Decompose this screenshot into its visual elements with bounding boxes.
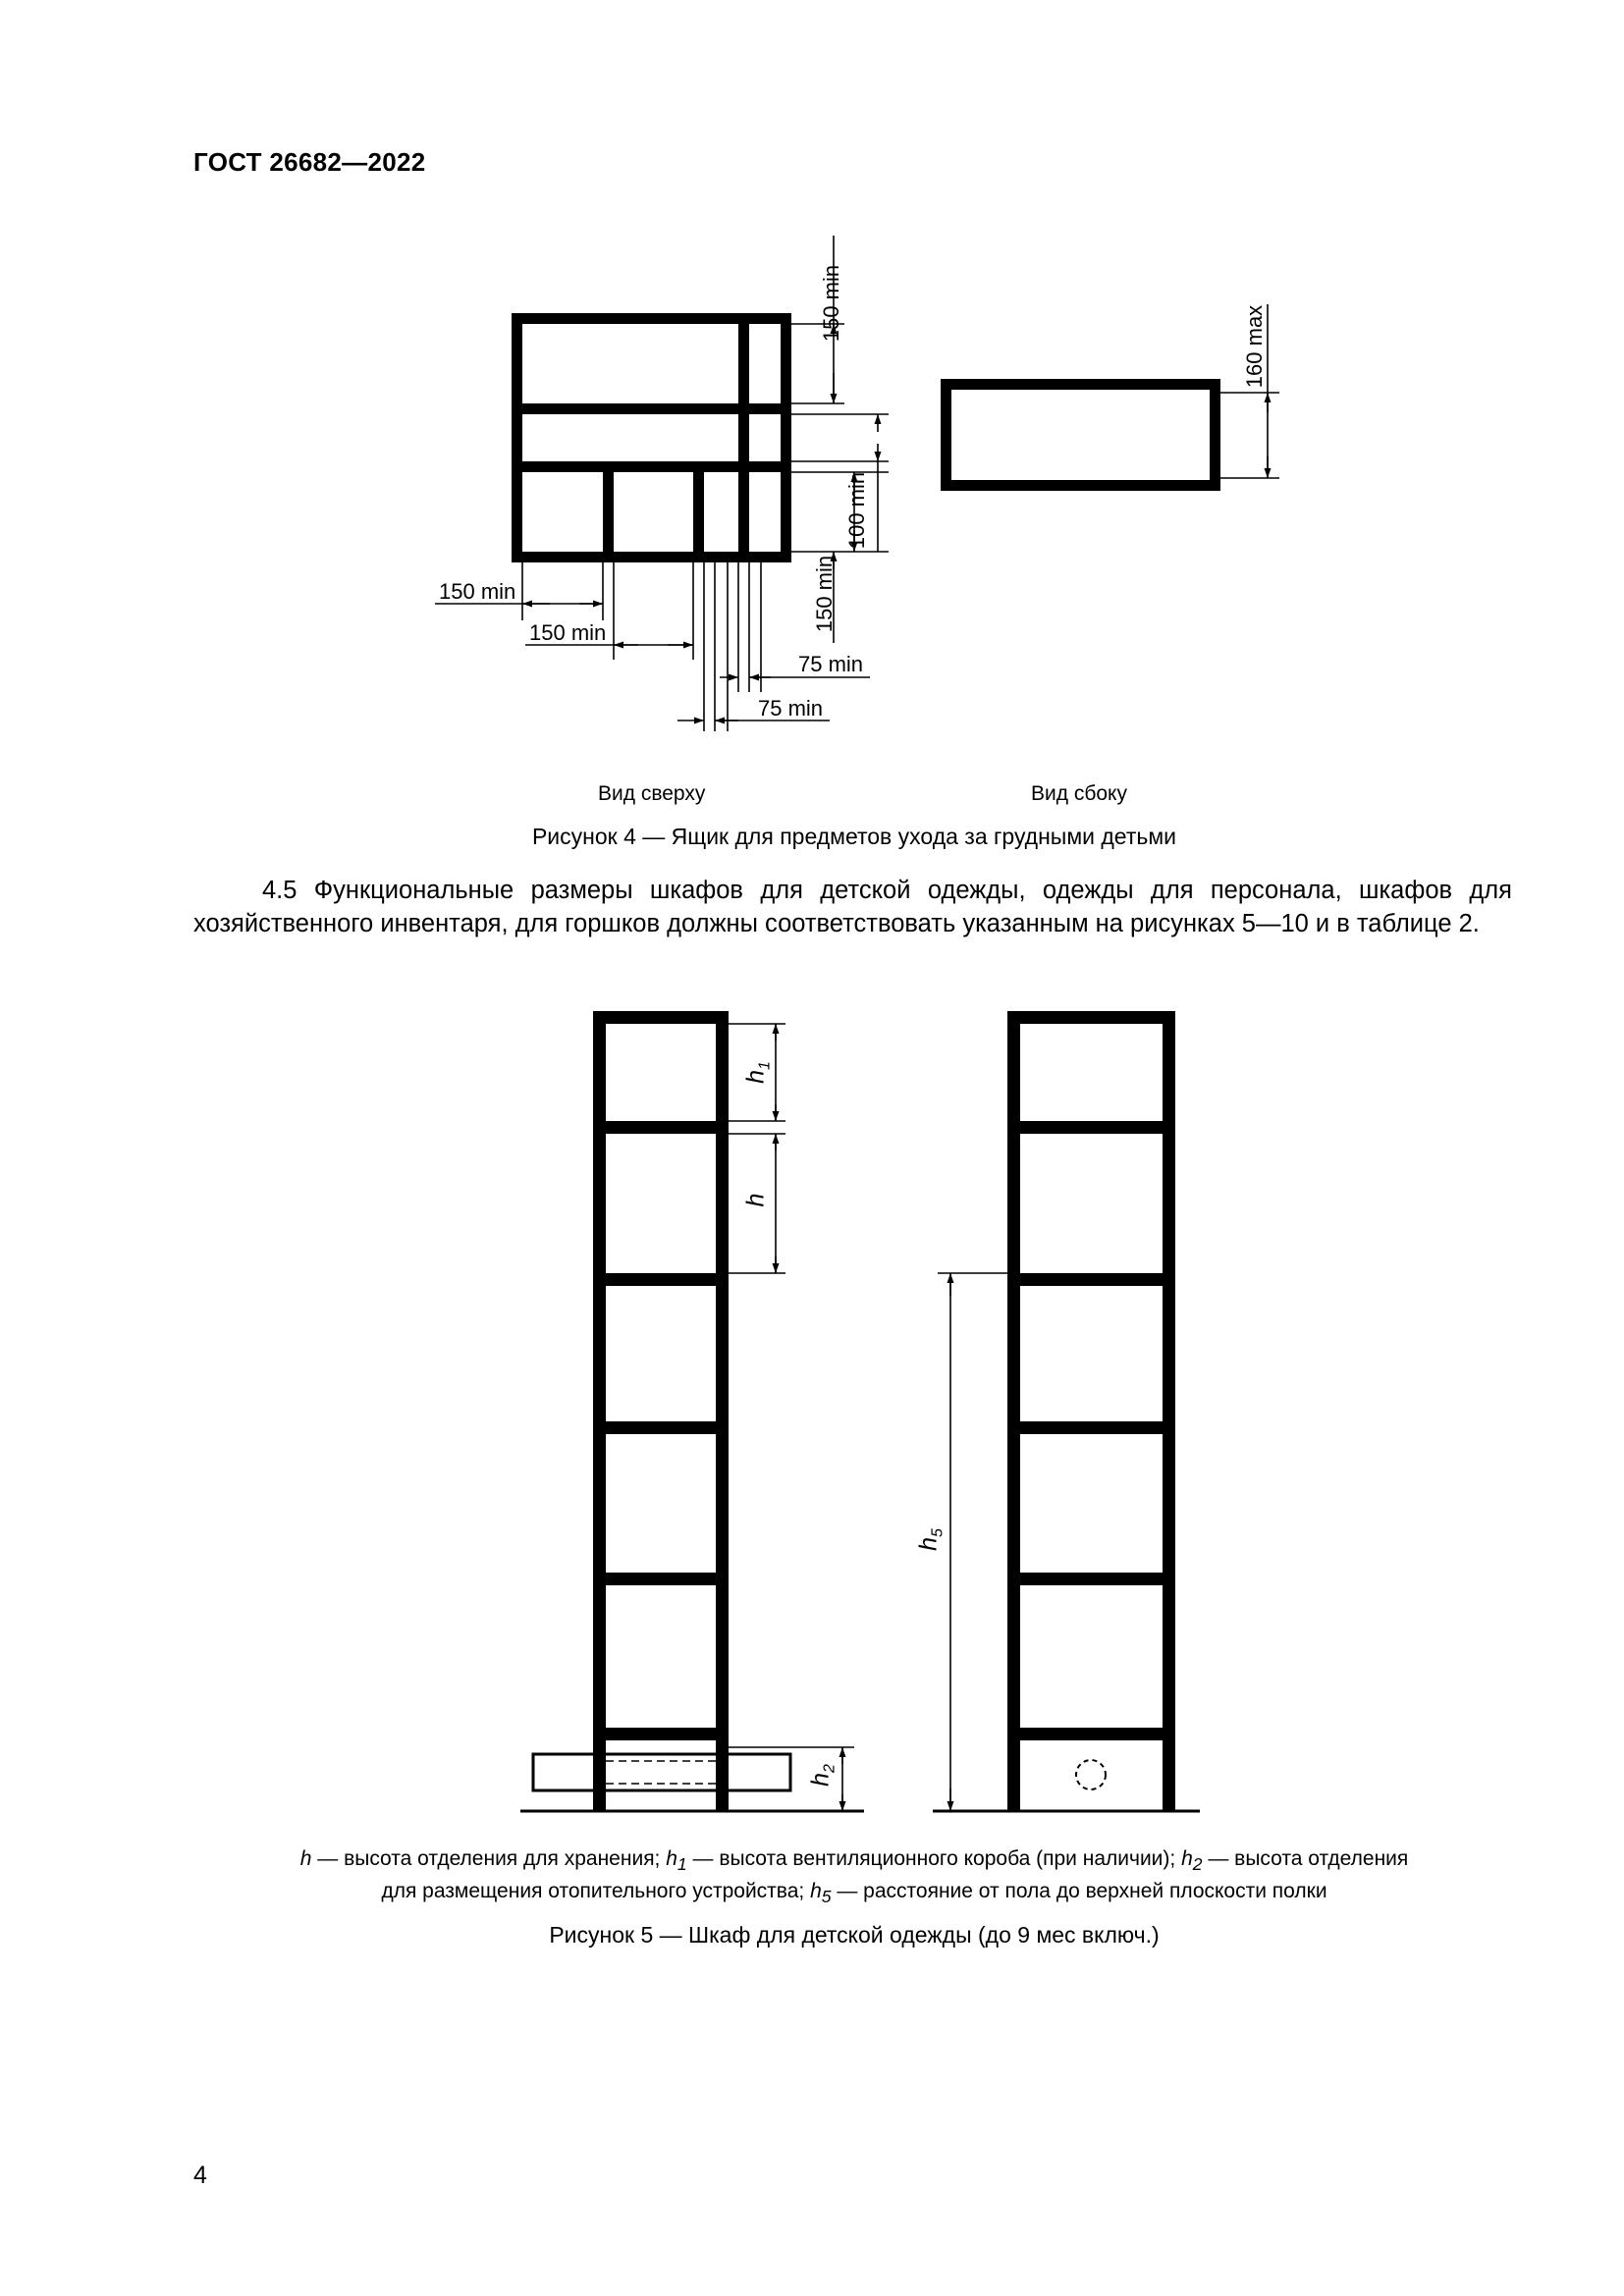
side-view-label: Вид сбоку — [1031, 782, 1127, 805]
figure5-right-cabinet — [1007, 1011, 1175, 1811]
dim-h1-label: $h_1$ — [741, 1061, 774, 1084]
paragraph-4-5: 4.5 Функциональные размеры шкафов для детской одежды, одежды для персонала, шкафов для хозяйственного инвентаря, для горшков должны соответствовать указанным на рисунках 5—10 и в таблице 2. — [193, 877, 1512, 937]
dim-h5-label: $h_5$ — [914, 1528, 947, 1551]
dim-top-150-min: 150 min — [819, 264, 843, 343]
legend-line-1: h — высота отделения для хранения; $h_1$ — высота вентиляционного короба (при наличии); $h_2$ — высота отделения — [299, 1847, 1409, 1875]
dim-160-max: 160 max — [1242, 304, 1267, 389]
figure4-top-view — [512, 313, 791, 562]
dim-bottom-150-min: 150 min — [812, 555, 837, 633]
dim-100-min: 100 min — [844, 471, 869, 550]
figure5-caption: Рисунок 5 — Шкаф для детской одежды (до 9 мес включ.) — [549, 1922, 1160, 1948]
dim-left-150-min-b: 150 min — [529, 620, 607, 645]
figure4-caption: Рисунок 4 — Ящик для предметов ухода за грудными детьми — [531, 824, 1177, 849]
dim-h2-label: $h_2$ — [806, 1764, 839, 1787]
dim-h-label: h — [741, 1193, 770, 1207]
dim-left-150-min-a: 150 min — [439, 579, 516, 604]
dim-right-75-min-a: 75 min — [798, 652, 864, 676]
dim-right-75-min-b: 75 min — [758, 696, 824, 721]
legend-line-2: для размещения отопительного устройства; $h_5$ — расстояние от пола до верхней плоскости полки — [381, 1880, 1327, 1907]
figure4-side-view — [941, 379, 1220, 491]
page-number: 4 — [193, 2162, 207, 2189]
figure5-legend — [196, 1845, 1512, 1910]
top-view-label: Вид сверху — [598, 782, 706, 805]
heater-circle-icon — [1076, 1760, 1106, 1789]
figure5-left-dimensions — [729, 1024, 854, 1811]
document-header: ГОСТ 26682—2022 — [193, 147, 426, 177]
figure5-left-cabinet — [593, 1011, 729, 1811]
